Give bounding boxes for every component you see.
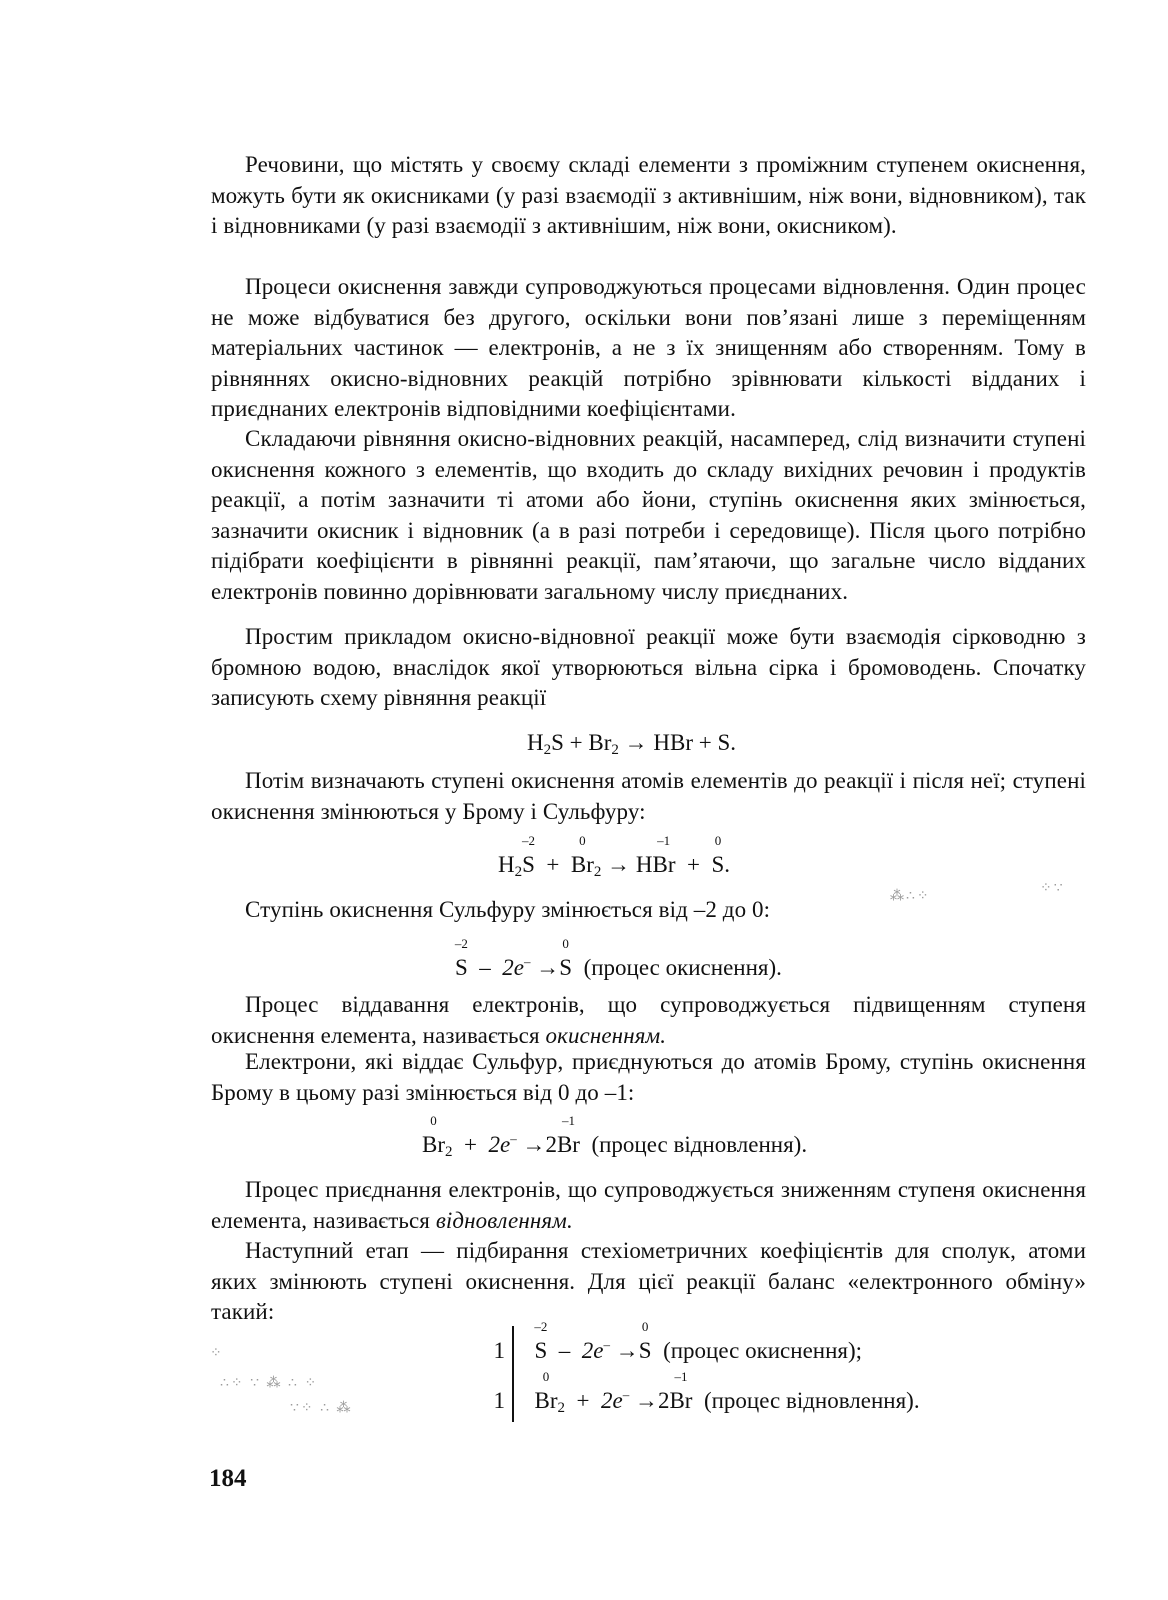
eq-electron-charge: – xyxy=(603,1337,611,1352)
eq-br2-with-state xyxy=(422,1113,445,1158)
eq-plus: + xyxy=(693,730,718,755)
paragraph-oxidation-definition xyxy=(211,990,1086,1051)
eq-s-with-state xyxy=(522,833,536,878)
ox-label: –1 xyxy=(674,1369,688,1384)
paragraph-determine-states: Потім визначають ступені окиснення атомів елементів до реакції і після неї; ступені окиснення змінюються у Брому і Сульфуру: xyxy=(211,768,1086,824)
eq-h-sub: 2 xyxy=(514,864,523,880)
equation-bromine-half xyxy=(422,1113,808,1160)
eq-s: S. xyxy=(711,852,731,877)
eq-electrons: 2e xyxy=(488,1132,511,1157)
scan-artifact: ⁂∴⁘ xyxy=(890,889,931,904)
eq-br-sub: 2 xyxy=(557,1400,565,1416)
eq-br-sub: 2 xyxy=(445,1144,453,1160)
scan-artifact: ∵⁘ ∴ ⁂ xyxy=(290,1401,353,1416)
eq-h-sub: 2 xyxy=(543,742,552,758)
eq-minus: – xyxy=(479,955,491,980)
eq-s: S xyxy=(559,955,573,980)
eq-br2-with-state xyxy=(570,833,594,878)
balance-row-reduction xyxy=(485,1369,920,1416)
eq-br: Br xyxy=(422,1132,445,1157)
ox-label: 0 xyxy=(579,833,586,848)
ox-label: 0 xyxy=(641,1319,649,1334)
eq-s: S xyxy=(638,1338,652,1363)
eq-br: Br xyxy=(534,1388,558,1413)
equation-sulfur-half xyxy=(454,936,782,981)
paragraph-compose-equations: Складаючи рівняння окисно-відновних реакцій, насамперед, слід визначити ступені окиснення кожного з елементів, що входить до складу вихідних речовин і продуктів реакції, а потім зазначити ті атоми або йони, ступінь окиснення яких змінюється, зазначити окисник і відновник (а в разі потреби і середовище). Після цього потрібно підібрати коефіцієнти в рівнянні реакції, пам’ятаючи, що загальне число відданих електронів повинно дорівнювати загальному числу приєднаних. xyxy=(211,426,1086,604)
eq-electron-charge: – xyxy=(524,954,531,969)
eq-coefficient: 2 xyxy=(545,1132,557,1157)
eq-s: S. xyxy=(717,730,737,755)
eq-s-product-with-state xyxy=(711,833,731,878)
eq-hbr: HBr xyxy=(635,852,676,877)
eq-s-product-with-state xyxy=(559,936,573,981)
equation-scheme xyxy=(527,730,736,756)
eq-s-with-state xyxy=(534,1319,548,1364)
ox-label: –2 xyxy=(522,833,536,848)
paragraph-sulfur-change: Ступінь окиснення Сульфуру змінюється від –2 до 0: xyxy=(245,897,771,922)
eq-plus: + xyxy=(687,852,701,877)
electron-balance xyxy=(485,1319,1105,1430)
definition-text: Процес приєднання електронів, що супроводжується зниженням ступеня окиснення елемента, називається xyxy=(211,1177,1086,1233)
paragraph-example-intro: Простим прикладом окисно-відновної реакції може бути взаємодія сірководню з бромною водою, внаслідок якої утворюються вільна сірка і бромоводень. Спочатку записують схему рівняння реакції xyxy=(211,624,1086,710)
eq-electrons: 2e xyxy=(581,1338,604,1363)
ox-label: 0 xyxy=(714,833,722,848)
eq-plus: + xyxy=(546,852,560,877)
eq-br: Br xyxy=(556,1132,580,1157)
eq-plus: + xyxy=(563,730,589,755)
eq-note: (процес окиснення). xyxy=(583,955,782,980)
eq-electrons: 2e xyxy=(600,1388,623,1413)
ox-label: –2 xyxy=(454,936,468,951)
balance-coefficient: 1 xyxy=(493,1388,505,1413)
ox-label: –1 xyxy=(561,1113,575,1128)
eq-br-product-with-state xyxy=(556,1113,580,1158)
eq-electron-charge: – xyxy=(622,1387,630,1402)
scan-artifact: ⁘ xyxy=(210,1346,224,1361)
eq-br: Br xyxy=(570,852,594,877)
eq-br2-with-state xyxy=(534,1369,558,1414)
eq-br: Br xyxy=(588,730,612,755)
eq-s: S xyxy=(534,1338,548,1363)
paragraph-reduction-definition xyxy=(211,1175,1086,1236)
balance-row-oxidation xyxy=(485,1319,863,1364)
eq-note: (процес відновлення). xyxy=(703,1388,920,1413)
scan-artifact: ∴⁘ ∵ ⁂ ∴ ⁘ xyxy=(220,1376,319,1391)
ox-label: –2 xyxy=(534,1319,548,1334)
equation-oxidation-states xyxy=(498,833,731,880)
eq-br-sub: 2 xyxy=(611,742,619,758)
ox-label: 0 xyxy=(542,1369,550,1384)
eq-hbr: HBr xyxy=(653,730,694,755)
paragraph-redox-coupling: Процеси окиснення завжди супроводжуються процесами відновлення. Один процес не може відбуватися без другого, оскільки вони пов’язані лише з переміщенням матеріальних частинок — електронів, а не з їх знищенням або створенням. Тому в рівняннях окисно-відновних реакцій потрібно зрівнювати кількості відданих і приєднаних електронів відповідними коефіцієнтами. xyxy=(211,274,1086,421)
eq-plus: + xyxy=(576,1388,590,1413)
scan-artifact: ⁘∵ xyxy=(1040,881,1065,896)
eq-note: (процес відновлення). xyxy=(591,1132,808,1157)
eq-plus: + xyxy=(464,1132,477,1157)
ox-label: 0 xyxy=(562,936,569,951)
definition-term: відновленням. xyxy=(435,1207,573,1233)
page-number: 184 xyxy=(209,1465,247,1492)
eq-s: S xyxy=(455,955,468,980)
ox-label: 0 xyxy=(430,1113,437,1128)
eq-s: S xyxy=(551,730,564,755)
eq-note: (процес окиснення); xyxy=(663,1338,863,1363)
eq-electrons: 2e xyxy=(502,955,525,980)
eq-h: H xyxy=(498,852,515,877)
eq-arrow: → xyxy=(634,1388,658,1413)
eq-arrow: → xyxy=(522,1132,546,1157)
eq-s-product-with-state xyxy=(638,1319,652,1364)
ox-label: –1 xyxy=(657,833,671,848)
eq-s-with-state xyxy=(454,936,468,981)
eq-arrow: → xyxy=(607,852,631,877)
paragraph-balance-intro: Наступний етап — підбирання стехіометричних коефіцієнтів для сполук, атоми яких змінюють ступені окиснення. Для цієї реакції баланс «електронного обміну» такий: xyxy=(211,1238,1086,1324)
eq-coefficient: 2 xyxy=(657,1388,670,1413)
eq-br-product-with-state xyxy=(669,1369,693,1414)
definition-term: окисненням. xyxy=(545,1022,667,1048)
eq-minus: – xyxy=(558,1338,571,1363)
eq-electron-charge: – xyxy=(510,1131,517,1146)
paragraph-electrons-to-bromine: Електрони, які віддає Сульфур, приєднуються до атомів Брому, ступінь окиснення Брому в цьому разі змінюється від 0 до –1: xyxy=(211,1049,1086,1105)
eq-s: S xyxy=(522,852,535,877)
eq-br-sub: 2 xyxy=(593,864,602,880)
definition-text: Процес віддавання електронів, що супроводжується підвищенням ступеня окиснення елемента, називається xyxy=(211,992,1086,1048)
paragraph-intermediate-oxidation: Речовини, що містять у своєму складі елементи з проміжним ступенем окиснення, можуть бути як окисниками (у разі взаємодії з активнішим, ніж вони, відновником), так і відновниками (у разі взаємодії з активнішим, ніж вони, окисником). xyxy=(211,152,1086,238)
balance-coefficient: 1 xyxy=(493,1338,505,1363)
eq-hbr-with-state xyxy=(635,833,676,878)
eq-arrow: → xyxy=(618,730,654,755)
eq-h: H xyxy=(527,730,544,755)
eq-arrow: → xyxy=(615,1338,639,1363)
eq-arrow: → xyxy=(536,955,560,980)
eq-br: Br xyxy=(669,1388,693,1413)
